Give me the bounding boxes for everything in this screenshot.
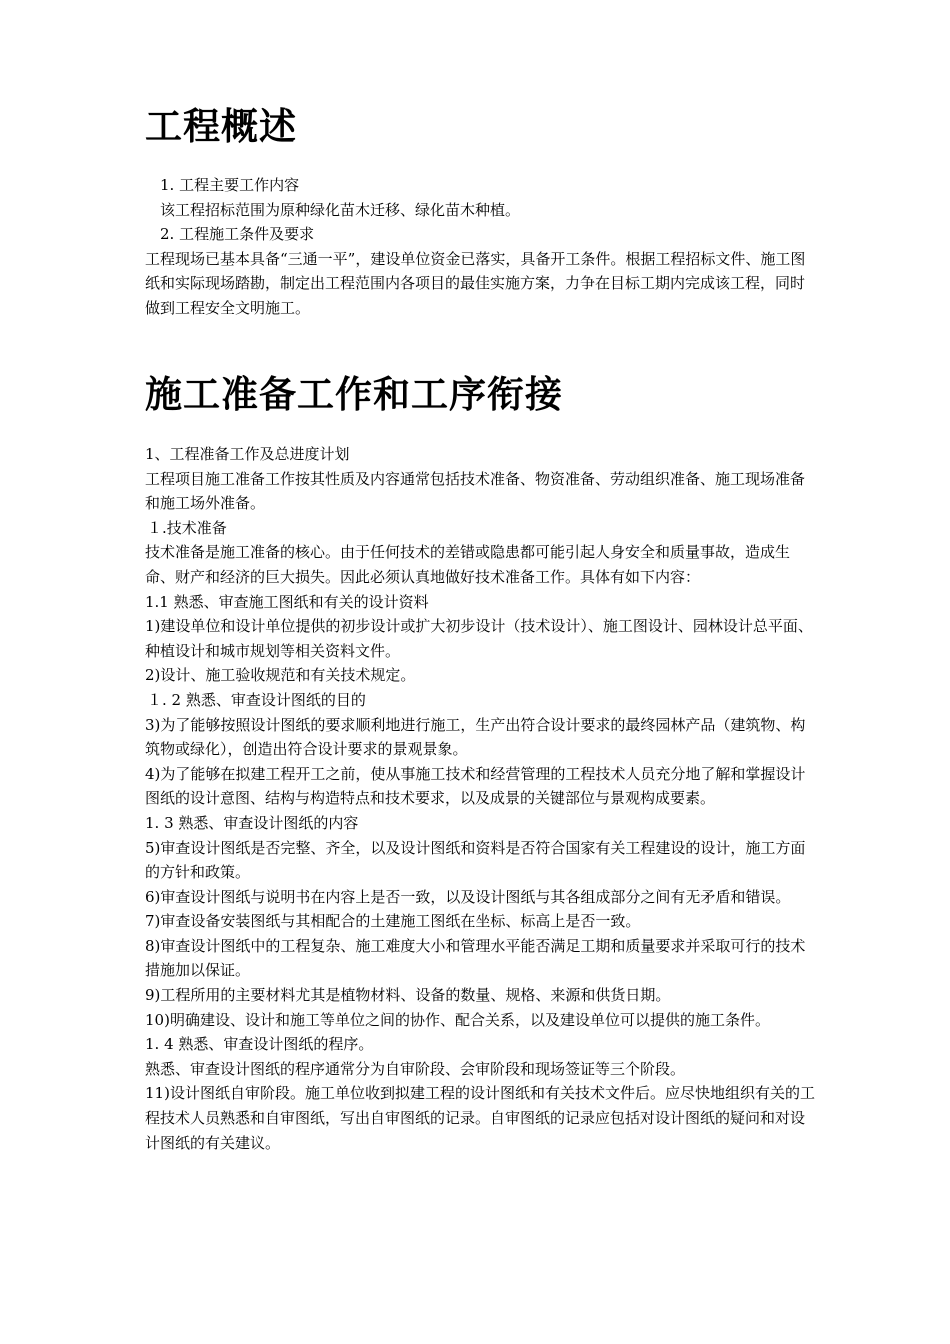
paragraph: 熟悉、审查设计图纸的程序通常分为自审阶段、会审阶段和现场签证等三个阶段。 [145, 1059, 686, 1078]
section-overview-body [145, 173, 817, 321]
paragraph: 10)明确建设、设计和施工等单位之间的协作、配合关系，以及建设单位可以提供的施工条件。 [145, 1010, 770, 1029]
paragraph: 3)为了能够按照设计图纸的要求顺利地进行施工，生产出符合设计要求的最终园林产品（建筑物、构筑物或绿化），创造出符合设计要求的景观景象。 [145, 715, 806, 759]
paragraph: 2)设计、施工验收规范和有关技术规定。 [145, 666, 416, 685]
paragraph: 该工程招标范围为原种绿化苗木迁移、绿化苗木种植。 [160, 200, 521, 219]
paragraph: 2. 工程施工条件及要求 [160, 225, 315, 244]
paragraph: 1. 3 熟悉、审查设计图纸的内容 [145, 813, 359, 832]
paragraph: 1.1 熟悉、审查施工图纸和有关的设计资料 [145, 592, 429, 611]
paragraph: 7)审查设备安装图纸与其相配合的土建施工图纸在坐标、标高上是否一致。 [145, 912, 641, 931]
paragraph: 1)建设单位和设计单位提供的初步设计或扩大初步设计（技术设计）、施工图设计、园林设计总平面、种植设计和城市规划等相关资料文件。 [145, 617, 813, 660]
section-title-overview: 工程概述 [145, 105, 297, 148]
paragraph: 11)设计图纸自审阶段。施工单位收到拟建工程的设计图纸和有关技术文件后。应尽快地组织有关的工程技术人员熟悉和自审图纸，写出自审图纸的记录。自审图纸的记录应包括对设计图纸的疑问和对设计图纸的有关建议。 [145, 1084, 815, 1152]
paragraph: 9)工程所用的主要材料尤其是植物材料、设备的数量、规格、来源和供货日期。 [145, 986, 671, 1005]
paragraph: 6)审查设计图纸与说明书在内容上是否一致，以及设计图纸与其各组成部分之间有无矛盾和错误。 [145, 887, 791, 906]
paragraph: 8)审查设计图纸中的工程复杂、施工难度大小和管理水平能否满足工期和质量要求并采取可行的技术措施加以保证。 [145, 936, 806, 980]
section-title-preparation: 施工准备工作和工序衔接 [145, 373, 563, 416]
paragraph: １.技术准备 [147, 518, 227, 537]
paragraph: 5)审查设计图纸是否完整、齐全，以及设计图纸和资料是否符合国家有关工程建设的设计，施工方面的方针和政策。 [145, 838, 806, 882]
paragraph: 4)为了能够在拟建工程开工之前，使从事施工技术和经营管理的工程技术人员充分地了解和掌握设计图纸的设计意图、结构与构造特点和技术要求，以及成景的关键部位与景观构成要素。 [145, 764, 806, 808]
paragraph: 1、工程准备工作及总进度计划 [145, 445, 350, 463]
paragraph: 工程现场已基本具备“三通一平”，建设单位资金已落实，具备开工条件。根据工程招标文件、施工图纸和实际现场踏勘，制定出工程范围内各项目的最佳实施方案，力争在目标工期内完成该工程，同时做到工程安全文明施工。 [145, 249, 806, 317]
paragraph: 工程项目施工准备工作按其性质及内容通常包括技术准备、物资准备、劳动组织准备、施工现场准备和施工场外准备。 [145, 469, 806, 513]
paragraph: １. 2 熟悉、审查设计图纸的目的 [147, 690, 366, 709]
paragraph: 1. 工程主要工作内容 [160, 176, 300, 194]
section-preparation-body [145, 442, 817, 1155]
paragraph: 1. 4 熟悉、审查设计图纸的程序。 [145, 1035, 374, 1054]
paragraph: 技术准备是施工准备的核心。由于任何技术的差错或隐患都可能引起人身安全和质量事故，造成生命、财产和经济的巨大损失。因此必须认真地做好技术准备工作。具体有如下内容： [145, 543, 791, 586]
